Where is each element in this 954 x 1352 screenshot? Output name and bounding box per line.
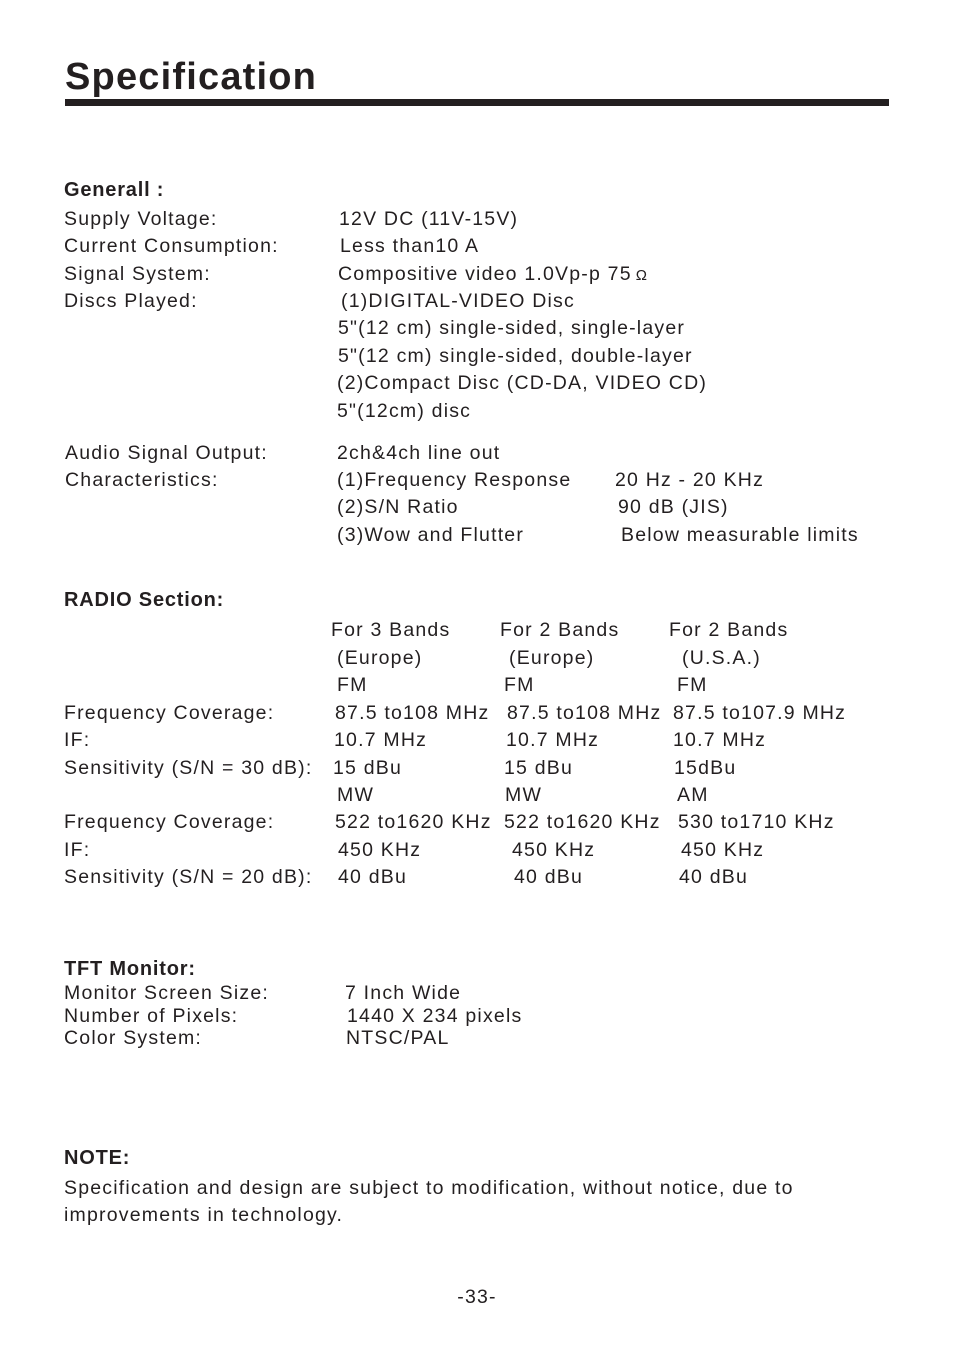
am-frequency-coverage-value: 522 to1620 KHz [504, 811, 661, 833]
discs-played-line: (2)Compact Disc (CD-DA, VIDEO CD) [337, 372, 708, 394]
radio-column-region: (U.S.A.) [682, 647, 761, 669]
note-heading: NOTE: [64, 1147, 131, 1169]
characteristics-label: Characteristics: [65, 469, 219, 491]
fm-frequency-coverage-value: 87.5 to108 MHz [507, 702, 662, 724]
current-consumption-label: Current Consumption: [64, 235, 279, 257]
audio-signal-output-value: 2ch&4ch line out [337, 442, 501, 464]
radio-column-bands: For 3 Bands [331, 619, 451, 641]
discs-played-line: 5"(12 cm) single-sided, single-layer [338, 317, 686, 339]
am-sensitivity-value: 40 dBu [514, 866, 584, 888]
characteristic-value: 20 Hz - 20 KHz [615, 469, 765, 491]
color-system-label: Color System: [64, 1027, 203, 1049]
am-sensitivity-value: 40 dBu [679, 866, 749, 888]
am-frequency-coverage-value: 530 to1710 KHz [678, 811, 835, 833]
note-text-line: improvements in technology. [64, 1204, 344, 1226]
characteristic-name: (2)S/N Ratio [337, 496, 459, 518]
am-sensitivity-label: Sensitivity (S/N = 20 dB): [64, 866, 313, 888]
number-of-pixels-label: Number of Pixels: [64, 1005, 239, 1027]
am-if-value: 450 KHz [681, 839, 765, 861]
radio-column-bands: For 2 Bands [500, 619, 620, 641]
fm-sensitivity-label: Sensitivity (S/N = 30 dB): [64, 757, 313, 779]
radio-column-bands: For 2 Bands [669, 619, 789, 641]
radio-column-region: (Europe) [337, 647, 423, 669]
supply-voltage-label: Supply Voltage: [64, 208, 218, 230]
discs-played-line: 5"(12 cm) single-sided, double-layer [338, 345, 693, 367]
am-frequency-coverage-value: 522 to1620 KHz [335, 811, 492, 833]
characteristic-value: 90 dB (JIS) [618, 496, 729, 518]
discs-played-label: Discs Played: [64, 290, 198, 312]
fm-if-value: 10.7 MHz [334, 729, 428, 751]
color-system-value: NTSC/PAL [346, 1027, 450, 1049]
radio-heading: RADIO Section: [64, 589, 225, 611]
page-title: Specification [65, 56, 318, 98]
am-if-value: 450 KHz [338, 839, 422, 861]
fm-frequency-coverage-label: Frequency Coverage: [64, 702, 275, 724]
fm-if-label: IF: [64, 729, 91, 751]
characteristic-name: (1)Frequency Response [337, 469, 572, 491]
discs-played-line: 5"(12cm) disc [337, 400, 472, 422]
general-heading: Generall : [64, 179, 165, 201]
fm-if-value: 10.7 MHz [506, 729, 600, 751]
ohm-unit: Ω [635, 267, 647, 284]
fm-sensitivity-value: 15 dBu [504, 757, 574, 779]
am-if-value: 450 KHz [512, 839, 596, 861]
fm-frequency-coverage-value: 87.5 to107.9 MHz [673, 702, 847, 724]
page-number: -33- [457, 1286, 497, 1308]
signal-system-label: Signal System: [64, 263, 211, 285]
fm-band-label: FM [677, 674, 708, 696]
fm-band-label: FM [504, 674, 535, 696]
monitor-screen-size-value: 7 Inch Wide [345, 982, 462, 1004]
fm-if-value: 10.7 MHz [673, 729, 767, 751]
fm-sensitivity-value: 15dBu [674, 757, 737, 779]
am-if-label: IF: [64, 839, 91, 861]
signal-system-value-row [338, 264, 647, 286]
am-frequency-coverage-label: Frequency Coverage: [64, 811, 275, 833]
audio-signal-output-label: Audio Signal Output: [65, 442, 268, 464]
tft-monitor-heading: TFT Monitor: [64, 958, 196, 980]
supply-voltage-value: 12V DC (11V-15V) [339, 208, 519, 230]
characteristic-name: (3)Wow and Flutter [337, 524, 525, 546]
am-band-label: AM [677, 784, 709, 806]
am-band-label: MW [337, 784, 375, 806]
note-text-line: Specification and design are subject to modification, without notice, due to [64, 1177, 794, 1199]
signal-system-value: Compositive video 1.0Vp-p 75 [338, 263, 632, 285]
fm-sensitivity-value: 15 dBu [333, 757, 403, 779]
monitor-screen-size-label: Monitor Screen Size: [64, 982, 269, 1004]
title-underline [65, 99, 889, 106]
am-sensitivity-value: 40 dBu [338, 866, 408, 888]
characteristic-value: Below measurable limits [621, 524, 859, 546]
fm-band-label: FM [337, 674, 368, 696]
am-band-label: MW [505, 784, 543, 806]
discs-played-line: (1)DIGITAL-VIDEO Disc [341, 290, 575, 312]
number-of-pixels-value: 1440 X 234 pixels [347, 1005, 523, 1027]
current-consumption-value: Less than10 A [340, 235, 480, 257]
radio-column-region: (Europe) [509, 647, 595, 669]
fm-frequency-coverage-value: 87.5 to108 MHz [335, 702, 490, 724]
